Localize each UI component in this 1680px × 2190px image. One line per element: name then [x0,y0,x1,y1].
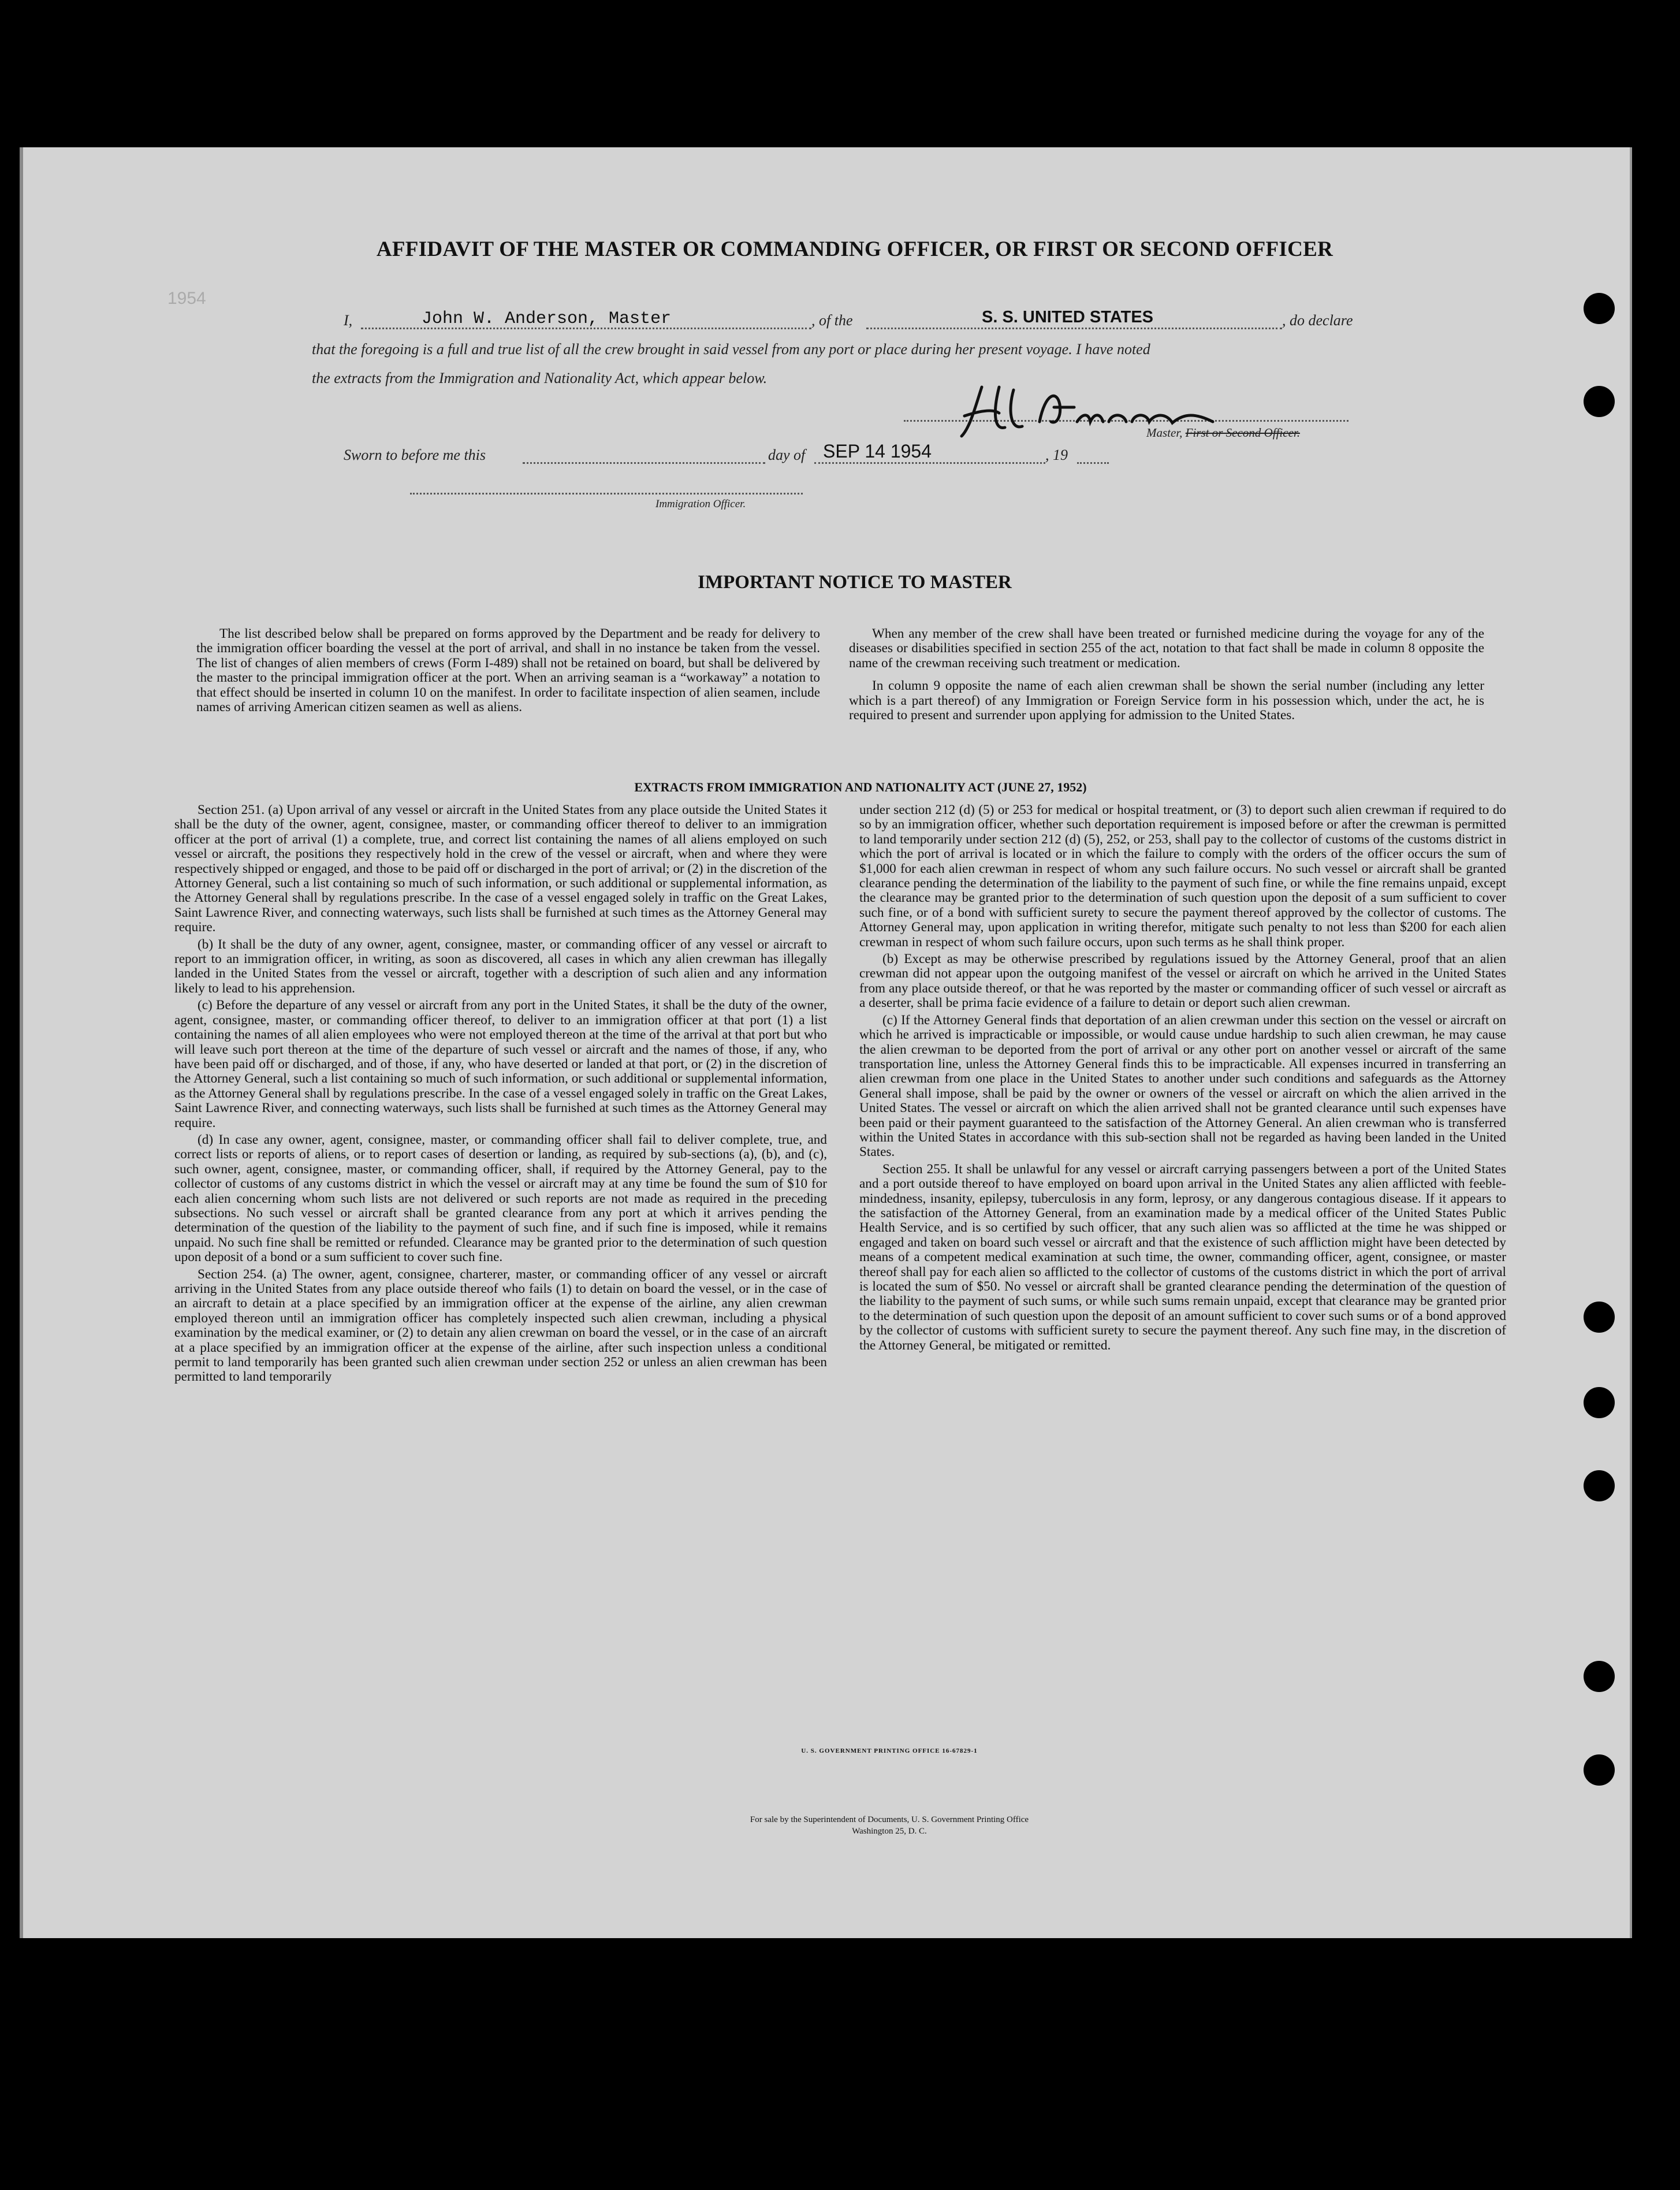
vessel-name-field: S. S. UNITED STATES [982,308,1154,326]
document-page [20,147,1632,1938]
extracts-left-column [174,803,827,1387]
caption-master: Master, [1146,426,1186,440]
notice-left-column [196,627,820,717]
statute-paragraph: Section 254. (a) The owner, agent, consignee, charterer, master, or commanding officer of any vessel or aircraft arriving in the United States from any place outside thereof who fails (1) to detain on board the vessel, or in the case of an aircraft to detain at a place specified by an immigration officer at the expense of the airline, any alien crewman employed thereon until an immigration officer has completely inspected such alien crewman, including a physical examination by the medical examiner, or (2) to detain any alien crewman on board the vessel, or in the case of an aircraft at a place specified by an immigration officer at the expense of the airline, after such inspection unless a conditional permit to land temporarily has been granted such alien crewman under section 252 or unless an alien crewman has been permitted to land temporarily [174,1266,827,1385]
punch-hole [1584,1302,1615,1333]
statute-paragraph: (b) Except as may be otherwise prescribed by regulations issued by the Attorney General, proof that an alien crewman did not appear upon the outgoing manifest of the vessel or aircraft on which he arrived in the United States from any place outside thereof, or that he was reported by the master or commanding officer of such vessel or aircraft as a deserter, shall be prima facie evidence of a failure to detain or deport such alien crewman. [859,951,1506,1011]
gpo-imprint: U. S. GOVERNMENT PRINTING OFFICE 16-67829-1 [801,1747,978,1754]
sale-line-1: For sale by the Superintendent of Documents, U. S. Government Printing Office [750,1815,1029,1824]
master-name-field: John W. Anderson, Master [422,309,672,329]
immigration-officer-line [410,493,803,494]
punch-hole [1584,1470,1615,1501]
faint-stamp: 1954 [167,289,206,308]
statute-paragraph: Section 251. (a) Upon arrival of any vessel or aircraft in the United States from any place outside the United States it shall be the duty of the owner, agent, consignee, master, or commanding officer thereof to deliver to an immigration officer at the port of arrival (1) a complete, true, and correct list containing the names of all aliens employed on such vessel or aircraft, the positions they respectively hold in the crew of the vessel or aircraft, when and where they were respectively shipped or engaged, and those to be paid off or discharged in the port of arrival; or (2) in the discretion of the Attorney General, such a list containing so much of such information, or such additional or supplemental information, as the Attorney General shall by regulations prescribe. In the case of a vessel engaged solely in traffic on the Great Lakes, Saint Lawrence River, and connecting waterways, such lists shall be furnished at such times as the Attorney General may require. [174,802,827,935]
punch-hole [1584,1754,1615,1786]
caption-struck-officer: First or Second Officer. [1185,426,1300,440]
declaration-line-2: the extracts from the Immigration and Nationality Act, which appear below. [312,370,768,386]
punch-hole [1584,1661,1615,1692]
statute-paragraph: Section 255. It shall be unlawful for any vessel or aircraft carrying passengers between a port of the United States and a port outside thereof to have employed on board upon arrival in the United States any alien afflicted with feeble-mindedness, insanity, epilepsy, tuberculosis in any form, leprosy, or any dangerous contagious disease. If it appears to the satisfaction of the Attorney General, from an examination made by a medical officer of the United States Public Health Service, and is so certified by such officer, that any such alien was so afflicted at the time he was shipped or engaged and taken on board such vessel or aircraft and that the existence of such affliction might have been detected by means of a competent medical examination at such time, the owner, commanding officer, agent, consignee, or master thereof shall pay for each alien so afflicted to the collector of customs of the customs district in which the port of arrival is located the sum of $50. No vessel or aircraft shall be granted clearance pending the determination of the question of the liability to the payment of such sums, or while such sums remain unpaid, except that clearance may be granted prior to the determination of such question upon the deposit of an amount sufficient to cover such sums or of a bond approved by the collector of customs with sufficient surety to secure the payment thereof. Any such fine may, in the discretion of the Attorney General, be mitigated or remitted. [859,1161,1506,1353]
punch-hole [1584,1387,1615,1418]
notice-paragraph: In column 9 opposite the name of each alien crewman shall be shown the serial number (including any letter which is a part thereof) of any Immigration or Foreign Service form in his possession which, under the act, he is required to present and surrender upon applying for admission to the United States. [849,678,1484,723]
statute-paragraph: (c) Before the departure of any vessel or aircraft from any port in the United States, it shall be the duty of the owner, agent, consignee, master, or commanding officer thereof, to deliver to an immigration officer at that port (1) a list containing the names of all alien employees who were not employed thereon at the time of the arrival at that port but who will leave such port thereon at the time of the departure of such vessel or aircraft and the names of those, if any, who have been paid off or discharged, and of those, if any, who have deserted or landed at that port, or (2) in the discretion of the Attorney General, such a list containing so much of such information, or such additional or supplemental information, as the Attorney General shall by regulations prescribe. In the case of a vessel engaged solely in traffic on the Great Lakes, Saint Lawrence River, and connecting waterways, such lists shall be furnished at such times as the Attorney General may require. [174,998,827,1131]
punch-hole [1584,386,1615,417]
sworn-date-line [814,462,1045,464]
vessel-blank-line [866,328,1282,329]
punch-hole [1584,293,1615,324]
signature-caption [1146,426,1300,440]
sale-notice [485,1814,1294,1837]
year-prefix: , 19 [1045,447,1068,463]
affidavit-title: AFFIDAVIT OF THE MASTER OR COMMANDING OFFICER, OR FIRST OR SECOND OFFICER [376,237,1333,261]
of-the-label: , of the [811,312,853,329]
extracts-right-column [859,803,1506,1355]
sworn-date-stamp: SEP 14 1954 [823,441,932,462]
statute-paragraph: (b) It shall be the duty of any owner, agent, consignee, master, or commanding officer of any vessel or aircraft to report to an immigration officer, in writing, as soon as discovered, all cases in which any alien crewman has illegally landed in the United States from the vessel or aircraft, together with a description of such alien and any information likely to lead to his apprehension. [174,936,827,996]
immigration-officer-caption: Immigration Officer. [655,498,746,510]
sworn-label: Sworn to before me this [344,447,486,463]
statute-paragraph: under section 212 (d) (5) or 253 for medical or hospital treatment, or (3) to deport such alien crewman if required to do so by an immigration officer, whether such deportation requirement is imposed before or after the crewman is permitted to land temporarily under section 212 (d) (5), 252, or 253, shall pay to the collector of customs of the customs district in which the port of arrival is located or in which the failure to comply with the orders of the officer occurs the sum of $1,000 for each alien crewman in respect of whom any such failure occurs. No such vessel or aircraft shall be granted clearance pending the determination of the liability to the payment of such fine, or while the fine remains unpaid, except the clearance may be granted prior to the determination of such question upon the deposit of a sum sufficient to cover such fine, or of a bond with sufficient surety to secure the payment thereof approved by the collector of customs. The Attorney General may, upon application in writing therefor, mitigate such penalty to not less than $200 for each alien crewman in respect of whom such failure occurs, upon such terms as he shall think proper. [859,802,1506,950]
notice-title: IMPORTANT NOTICE TO MASTER [698,572,1012,593]
notice-paragraph: The list described below shall be prepared on forms approved by the Department and be ready for delivery to the immigration officer boarding the vessel at the port of arrival, and shall in no instance be taken from the vessel. The list of changes of alien members of crews (Form I-489) shall not be retained on board, but shall be delivered by the master to the principal immigration officer at the port. When an arriving seaman is a “workaway” a notation to that effect should be inserted in column 10 on the manifest. In order to facilitate inspection of alien seamen, include names of arriving American citizen seamen as well as aliens. [196,626,820,715]
extracts-title: EXTRACTS FROM IMMIGRATION AND NATIONALITY ACT (JUNE 27, 1952) [634,780,1087,794]
i-label: I, [344,312,353,329]
day-of-label: day of [768,447,806,463]
statute-paragraph: (c) If the Attorney General finds that deportation of an alien crewman under this section on the vessel or aircraft on which he arrived is impracticable or impossible, or would cause undue hardship to such alien crewman, he may cause the alien crewman to be deported from the port of arrival or any other port on another vessel or aircraft of the same transportation line, unless the Attorney General finds this to be impracticable. All expenses incurred in transferring an alien crewman from one place in the United States to another under such conditions and safeguards as the Attorney General shall impose, shall be paid by the owner or owners of the vessel or aircraft on which the alien arrived in the United States. The vessel or aircraft on which the alien arrived shall not be granted clearance until such expenses have been paid or their payment guaranteed to the satisfaction of the Attorney General. An alien crewman who is transferred within the United States in accordance with this sub-section shall not be regarded as having been landed in the United States. [859,1012,1506,1160]
notice-right-column [849,627,1484,725]
notice-paragraph: When any member of the crew shall have been treated or furnished medicine during the voyage for any of the diseases or disabilities specified in section 255 of the act, notation to that fact shall be made in column 8 opposite the name of the crewman receiving such treatment or medication. [849,626,1484,671]
sale-line-2: Washington 25, D. C. [852,1827,927,1836]
statute-paragraph: (d) In case any owner, agent, consignee, master, or commanding officer shall fail to deliver complete, true, and correct lists or reports of aliens, or to report cases of desertion or landing, as required by sub-sections (a), (b), and (c), such owner, agent, consignee, master, or commanding officer, shall, if required by the Attorney General, pay to the collector of customs of any customs district in which the vessel or aircraft may at any time be found the sum of $10 for each alien concerning whom such lists are not delivered or such reports are not made as required in the preceding subsections. No such vessel or aircraft shall be granted clearance from any port at which it arrives pending the determination of the question of the liability to the payment of such fine, and if such fine is imposed, while it remains unpaid. No such fine shall be remitted or refunded. Clearance may be granted prior to the determination of such question upon deposit of a bond or a sum sufficient to cover such fine. [174,1132,827,1265]
do-declare-label: , do declare [1282,312,1353,329]
sworn-day-line [523,462,765,464]
year-line [1077,462,1109,464]
declaration-line-1: that the foregoing is a full and true list of all the crew brought in said vessel from any port or place during her present voyage. I have noted [312,341,1150,358]
